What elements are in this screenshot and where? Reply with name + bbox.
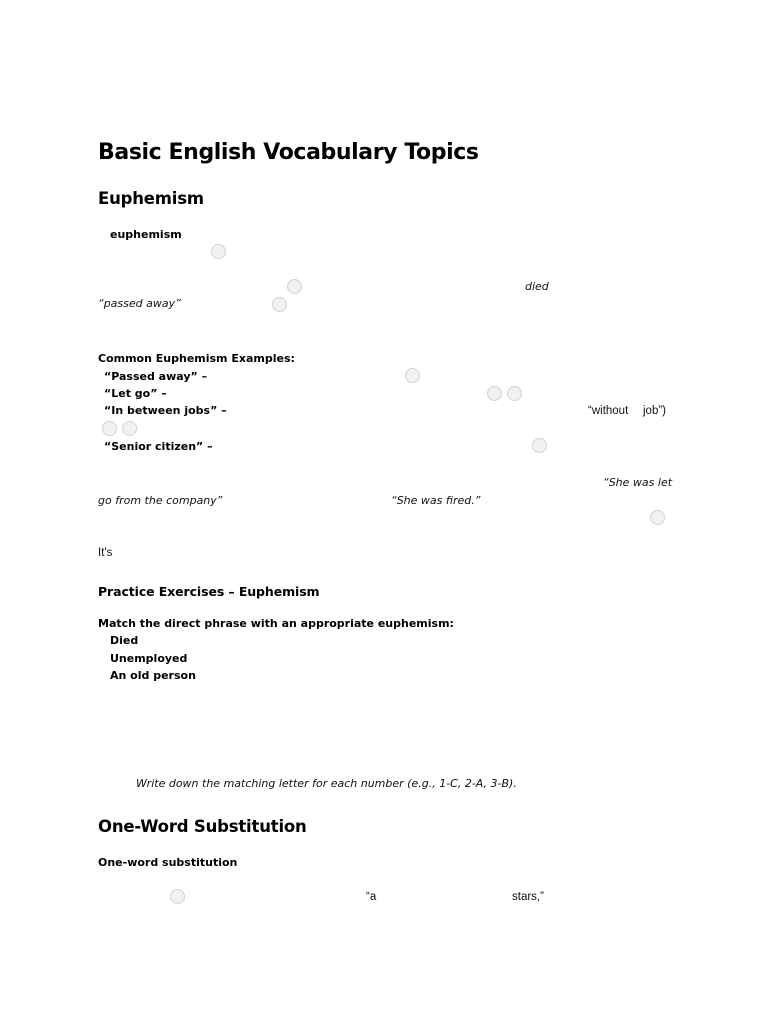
redaction-mark <box>287 279 302 294</box>
example-item: “Senior citizen” – <box>104 440 213 453</box>
text-fragment-without: “without <box>588 405 629 417</box>
practice-heading: Practice Exercises – Euphemism <box>98 584 320 599</box>
example-item: “In between jobs” – <box>104 404 227 417</box>
redaction-mark <box>650 510 665 525</box>
page-title: Basic English Vocabulary Topics <box>98 140 479 165</box>
redaction-mark <box>122 421 137 436</box>
redaction-mark <box>487 386 502 401</box>
practice-instruction: Match the direct phrase with an appropriate euphemism: <box>98 617 454 630</box>
redaction-mark <box>272 297 287 312</box>
text-fragment-a: “a <box>366 891 377 903</box>
redaction-mark <box>211 244 226 259</box>
redaction-mark <box>170 889 185 904</box>
redaction-mark <box>102 421 117 436</box>
section-heading-euphemism: Euphemism <box>98 189 204 208</box>
text-fragment-job: job”) <box>643 405 667 417</box>
term-euphemism: euphemism <box>110 228 182 241</box>
example-item: “Let go” – <box>104 387 167 400</box>
practice-note: Write down the matching letter for each number (e.g., 1-C, 2-A, 3-B). <box>136 777 517 790</box>
redaction-mark <box>507 386 522 401</box>
redaction-mark <box>405 368 420 383</box>
redaction-mark <box>532 438 547 453</box>
text-fragment-she-was-let: “She was let <box>603 476 673 489</box>
practice-item: Unemployed <box>110 652 188 665</box>
practice-item: Died <box>110 634 139 647</box>
text-fragment-go-from-company: go from the company” <box>98 494 223 507</box>
text-fragment-died: died <box>525 280 549 293</box>
term-one-word-substitution: One-word substitution <box>98 856 238 869</box>
section-heading-one-word: One-Word Substitution <box>98 817 307 836</box>
text-fragment-passed-away: “passed away” <box>98 297 181 310</box>
text-fragment-stars: stars,” <box>512 891 544 903</box>
example-item: “Passed away” – <box>104 370 208 383</box>
examples-heading: Common Euphemism Examples: <box>98 352 295 365</box>
text-fragment-she-was-fired: “She was fired.” <box>391 494 481 507</box>
practice-item: An old person <box>110 669 196 682</box>
text-fragment-its: It's <box>98 547 113 559</box>
